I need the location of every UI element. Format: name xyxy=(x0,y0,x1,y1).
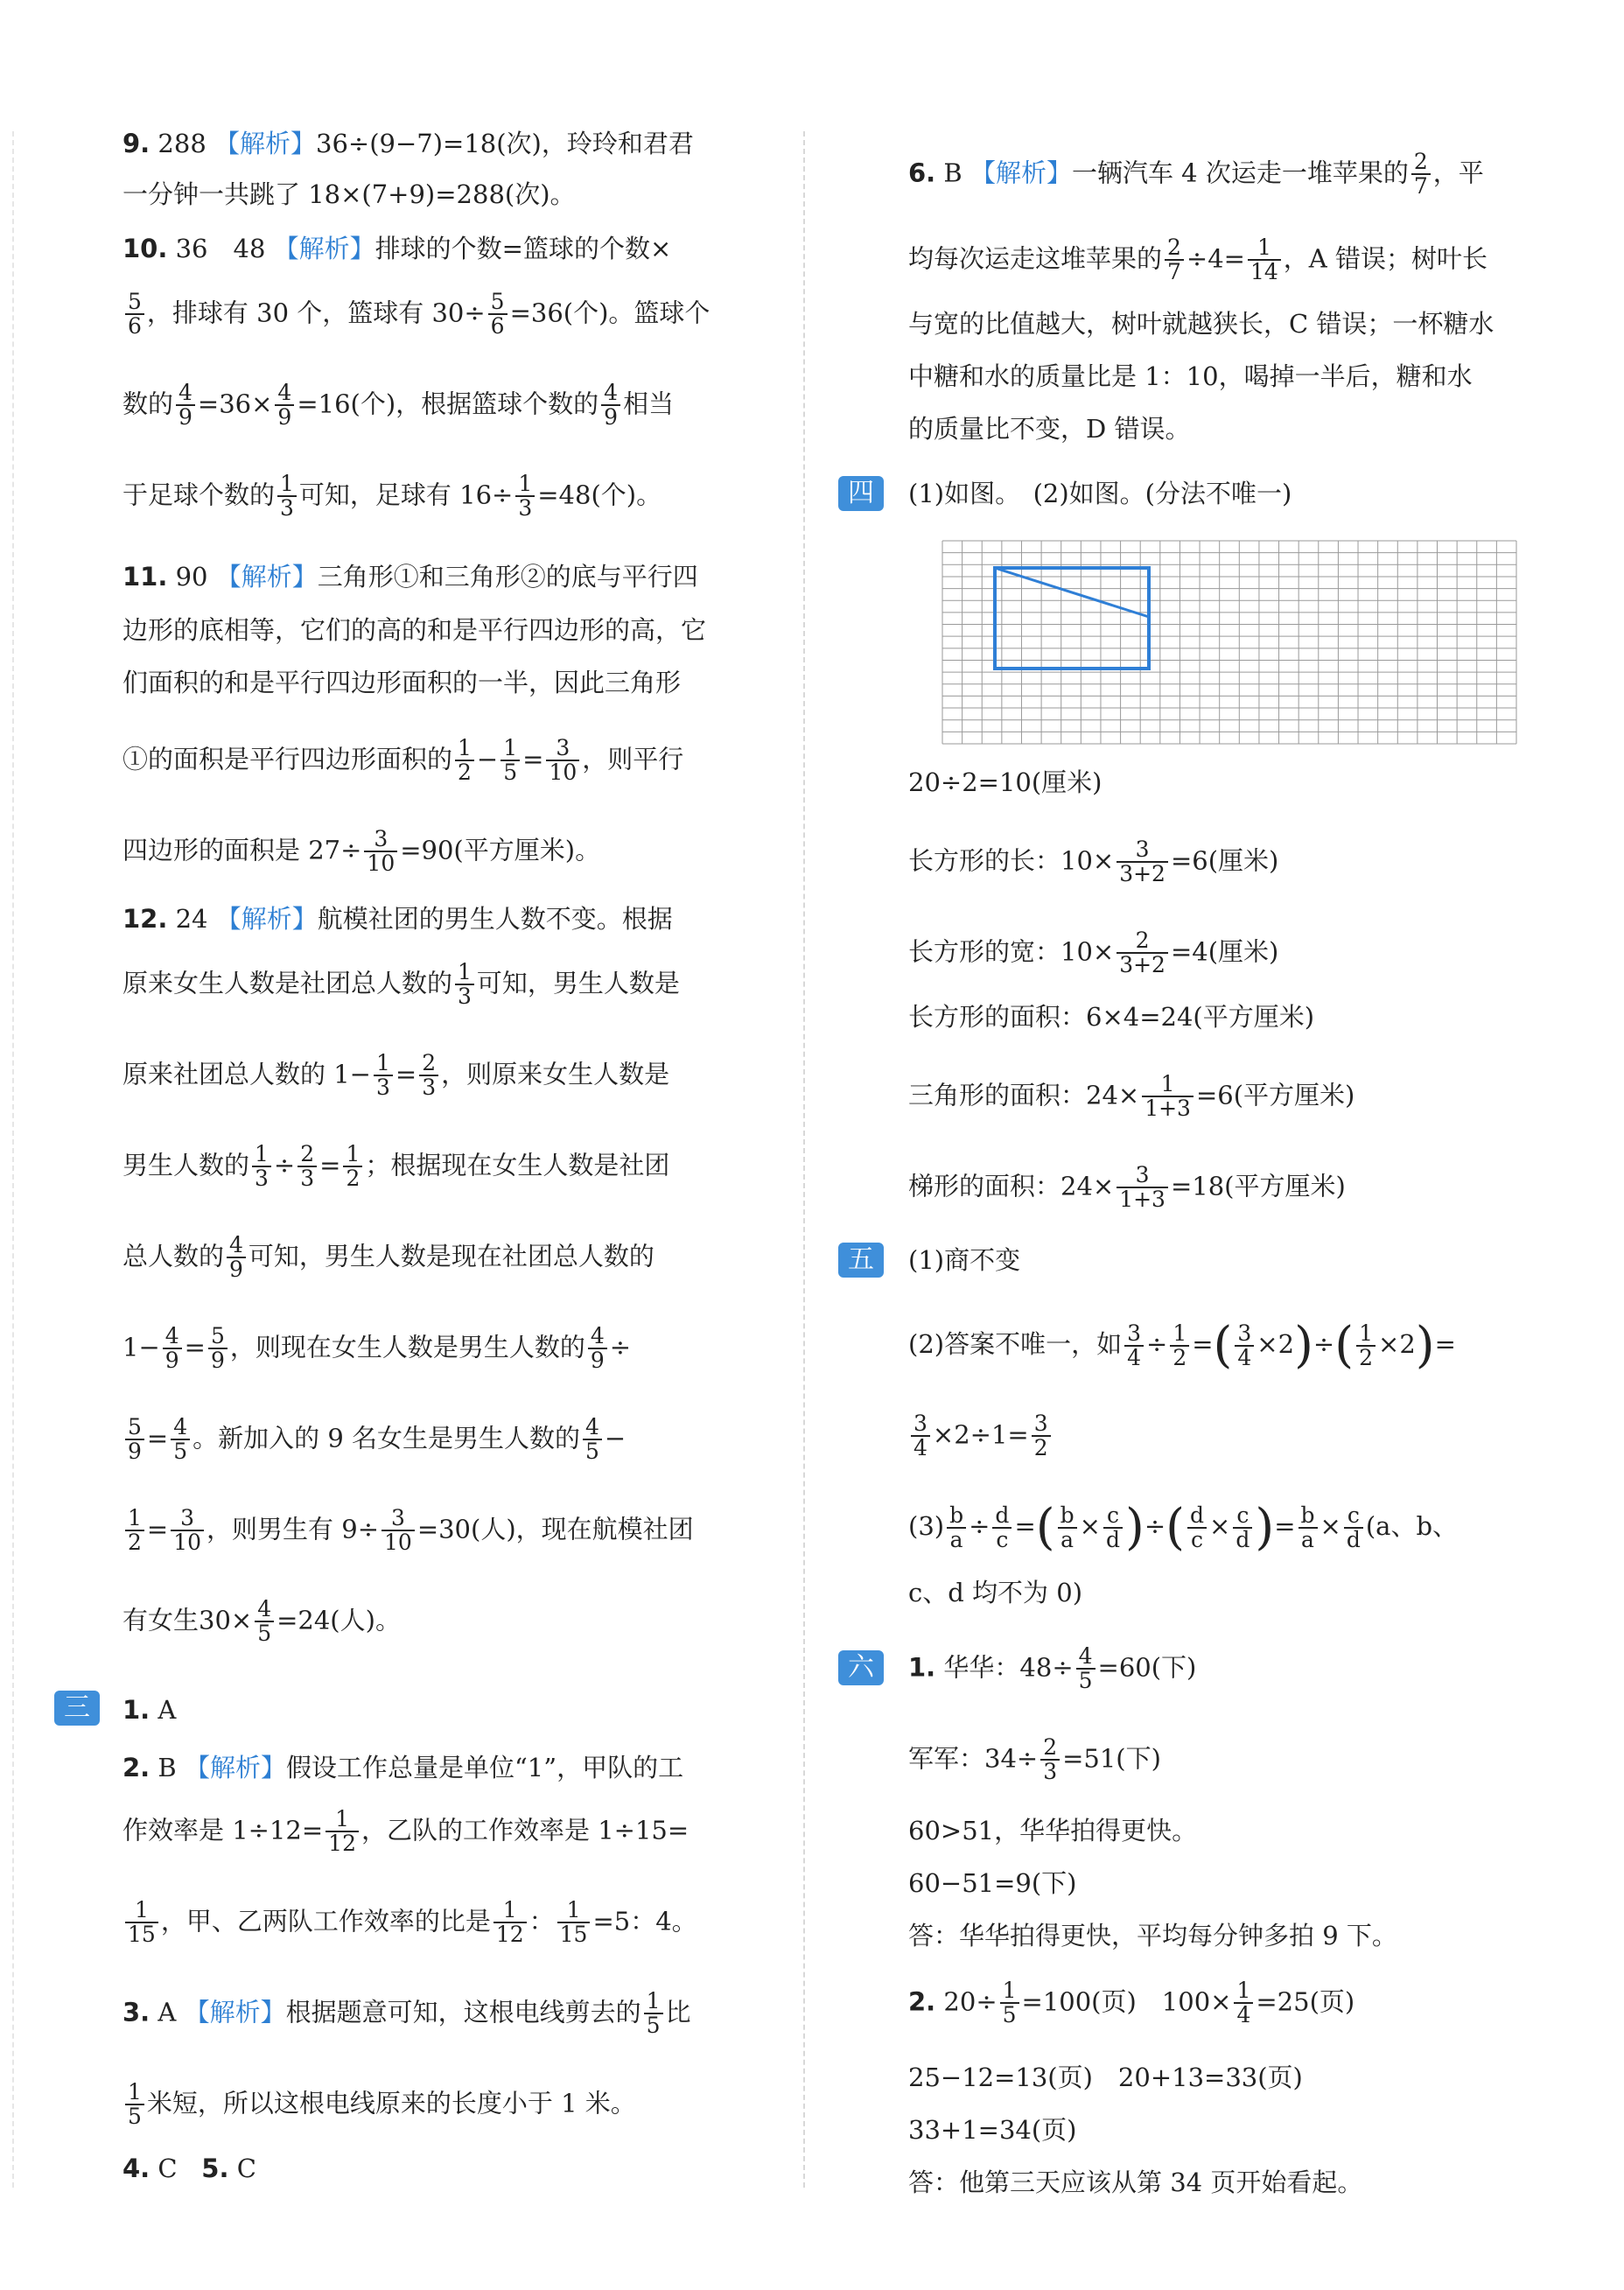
q10-line-2: $\frac{5}{6}$ ，排球有 30 个，篮球有 30÷ $\frac{5}{6}$ =36(个)。篮球个 xyxy=(122,291,710,339)
q9-line-2: 一分钟一共跳了 18×(7+9)=288(次)。 xyxy=(122,179,576,209)
s3-q2-line-2: 作效率是 1÷12= $\frac{1}{12}$ ，乙队的工作效率是 1÷15= xyxy=(122,1806,690,1857)
q11-answer: 90 xyxy=(175,562,208,592)
fraction: $\frac{4}{5}$ xyxy=(255,1598,274,1646)
q10-line-1 xyxy=(122,236,671,262)
section-badge-5: 五 xyxy=(838,1243,884,1278)
fraction: $\frac{1}{3}$ xyxy=(515,473,535,521)
s5-line-5: c、d 均不为 0) xyxy=(908,1578,1083,1607)
fraction: $\frac{3}{10}$ xyxy=(546,737,579,785)
fraction: $\frac{1}{3}$ xyxy=(374,1052,393,1100)
fraction: $\frac{2}{3}$ xyxy=(1040,1736,1060,1784)
fraction: $\frac{2}{7}$ xyxy=(1165,236,1184,284)
q11-analysis-tag: 【解析】 xyxy=(215,562,318,592)
fraction: $\frac{b}{a}$ xyxy=(1298,1504,1318,1552)
rectangle-shape xyxy=(995,568,1149,669)
fraction: $\frac{d}{c}$ xyxy=(1187,1504,1207,1552)
fraction: $\frac{3}{4}$ xyxy=(1124,1322,1144,1370)
q6-line-5: 的质量比不变，D 错误。 xyxy=(908,414,1191,444)
section-badge-4: 四 xyxy=(838,476,884,511)
fraction: $\frac{1}{2}$ xyxy=(1170,1322,1189,1370)
q12-line-2: 原来女生人数是社团总人数的 $\frac{1}{3}$ 可知，男生人数是 xyxy=(122,959,680,1010)
s3-q3-line-2: $\frac{1}{5}$ 米短，所以这根电线原来的长度小于 1 米。 xyxy=(122,2081,636,2129)
q12-line-6: 1− $\frac{4}{9}$ = $\frac{5}{9}$ ，则现在女生人数是男生人数的 $\frac{4}{9}$ ÷ xyxy=(122,1323,632,1374)
q11-line-1 xyxy=(122,564,698,590)
fraction: $\frac{1}{2}$ xyxy=(1356,1322,1376,1370)
section-badge-6: 六 xyxy=(838,1650,884,1685)
fraction: $\frac{4}{5}$ xyxy=(1076,1645,1096,1693)
q9-analysis-tag: 【解析】 xyxy=(214,129,317,158)
q12-line-1 xyxy=(122,904,673,934)
q9-text: 36÷(9−7)=18(次)，玲玲和君君 xyxy=(316,129,694,158)
fraction: $\frac{2}{7}$ xyxy=(1411,151,1431,199)
fraction: $\frac{1}{15}$ xyxy=(557,1899,591,1947)
s3-q3-analysis-tag: 【解析】 xyxy=(184,1997,286,2027)
q9-number: 9. xyxy=(122,129,150,158)
q10-answer: 36 48 xyxy=(175,234,266,263)
fraction: $\frac{4}{9}$ xyxy=(601,382,620,430)
q10-number: 10. xyxy=(122,234,168,263)
q12-line-8: $\frac{1}{2}$ = $\frac{3}{10}$ ，则男生有 9÷ $\frac{3}{10}$ =30(人)，现在航模社团 xyxy=(122,1507,694,1555)
fraction: $\frac{2}{3}$ xyxy=(298,1143,317,1191)
q9-answer: 288 xyxy=(158,129,206,158)
s4-calc-3: 长方形的宽：10× $\frac{2}{3+2}$ =4(厘米) xyxy=(908,928,1279,978)
q12-line-5: 总人数的 $\frac{4}{9}$ 可知，男生人数是现在社团总人数的 xyxy=(122,1232,654,1283)
s6-line-6: 2. 20÷ $\frac{1}{5}$ =100(页) 100× $\frac{1}{4}$ =25(页) xyxy=(908,1978,1355,2028)
q12-line-7: $\frac{5}{9}$ = $\frac{4}{5}$ 。新加入的 9 名女生是男生人数的 $\frac{4}{5}$ − xyxy=(122,1416,626,1464)
s6-line-1: 1. 华华：48÷ $\frac{4}{5}$ =60(下) xyxy=(908,1643,1197,1694)
fraction: $\frac{1}{5}$ xyxy=(1000,1979,1019,2027)
s6-line-9: 答：他第三天应该从第 34 页开始看起。 xyxy=(908,2167,1363,2197)
fraction: $\frac{2}{3}$ xyxy=(419,1052,438,1100)
fraction: $\frac{2}{3+2}$ xyxy=(1116,929,1168,977)
fraction: $\frac{1}{5}$ xyxy=(125,2081,144,2129)
s5-line-2: (2)答案不唯一，如 $\frac{3}{4}$ ÷ $\frac{1}{2}$ =( $\frac{3}{4}$ ×2)÷( $\frac{1}{2}$ ×2)= xyxy=(908,1317,1456,1374)
grid-lines xyxy=(942,541,1516,744)
s6-line-3: 60>51，华华拍得更快。 xyxy=(908,1816,1198,1845)
s6-line-4: 60−51=9(下) xyxy=(908,1868,1077,1898)
fraction: $\frac{4}{5}$ xyxy=(171,1416,190,1464)
q12-line-4: 男生人数的 $\frac{1}{3}$ ÷ $\frac{2}{3}$ = $\frac{1}{2}$ ；根据现在女生人数是社团 xyxy=(122,1141,670,1192)
s5-line-1: (1)商不变 xyxy=(908,1245,1021,1275)
dividing-line xyxy=(995,568,1149,617)
fraction: $\frac{4}{9}$ xyxy=(176,382,195,430)
grid-diagram xyxy=(942,540,1517,745)
fraction: $\frac{1}{2}$ xyxy=(125,1507,144,1555)
q10-line-4: 于足球个数的 $\frac{1}{3}$ 可知，足球有 16÷ $\frac{1}{3}$ =48(个)。 xyxy=(122,471,662,522)
fraction: $\frac{c}{d}$ xyxy=(1103,1504,1123,1552)
fraction: $\frac{1}{12}$ xyxy=(326,1808,359,1856)
fraction: $\frac{4}{5}$ xyxy=(583,1416,602,1464)
fraction: $\frac{1}{5}$ xyxy=(500,737,520,785)
q6-analysis-tag: 【解析】 xyxy=(970,158,1072,188)
s3-q4-q5: 4. C 5. C xyxy=(122,2153,256,2183)
fraction: $\frac{5}{6}$ xyxy=(488,291,508,339)
q10-line-3: 数的 $\frac{4}{9}$ =36× $\frac{4}{9}$ =16(个)，根据篮球个数的 $\frac{4}{9}$ 相当 xyxy=(122,380,675,431)
s3-q2-line-1: 2. B 【解析】假设工作总量是单位“1”，甲队的工 xyxy=(122,1753,684,1782)
q11-line-5: 四边形的面积是 27÷ $\frac{3}{10}$ =90(平方厘米)。 xyxy=(122,826,601,877)
s4-calc-2: 长方形的长：10× $\frac{3}{3+2}$ =6(厘米) xyxy=(908,837,1279,887)
fraction: $\frac{3}{4}$ xyxy=(911,1412,930,1460)
q12-analysis-tag: 【解析】 xyxy=(215,904,318,934)
fraction: $\frac{5}{9}$ xyxy=(208,1325,228,1373)
s3-q2-line-3: $\frac{1}{15}$ ，甲、乙两队工作效率的比是 $\frac{1}{12}$ ： $\frac{1}{15}$ =5：4。 xyxy=(122,1899,697,1947)
s5-line-4: (3) $\frac{b}{a}$ ÷ $\frac{d}{c}$ =( $\frac{b}{a}$ × $\frac{c}{d}$ )÷( $\frac{d}{c}$ × $\frac{c}{d}$ )= $\frac{b}{a}$ × $\frac{c}{d}$ (a、b、 xyxy=(908,1499,1459,1556)
fraction: $\frac{3}{10}$ xyxy=(171,1507,204,1555)
s6-line-2: 军军：34÷ $\frac{2}{3}$ =51(下) xyxy=(908,1734,1161,1785)
column-divider xyxy=(803,131,805,2188)
s4-calc-6: 梯形的面积：24× $\frac{3}{1+3}$ =18(平方厘米) xyxy=(908,1162,1346,1213)
fraction: $\frac{1}{2}$ xyxy=(455,737,474,785)
fraction: $\frac{1}{1+3}$ xyxy=(1142,1073,1194,1121)
q6-line-2: 均每次运走这堆苹果的 $\frac{2}{7}$ ÷4= $\frac{1}{14}$ ，A 错误；树叶长 xyxy=(908,235,1488,285)
q12-line-9: 有女生30× $\frac{4}{5}$ =24(人)。 xyxy=(122,1596,401,1647)
q11-line-3: 们面积的和是平行四边形面积的一半，因此三角形 xyxy=(122,668,682,697)
fraction: $\frac{4}{9}$ xyxy=(275,382,294,430)
fraction: $\frac{5}{6}$ xyxy=(125,291,144,339)
q9-line-1 xyxy=(122,131,694,157)
s3-q3-line-1: 3. A 【解析】根据题意可知，这根电线剪去的 $\frac{1}{5}$ 比 xyxy=(122,1988,691,2039)
s6-line-5: 答：华华拍得更快，平均每分钟多拍 9 下。 xyxy=(908,1921,1397,1950)
fraction: $\frac{1}{2}$ xyxy=(343,1143,362,1191)
s4-calc-4: 长方形的面积：6×4=24(平方厘米) xyxy=(908,1002,1315,1032)
q11-line-2: 边形的底相等，它们的高的和是平行四边形的高，它 xyxy=(122,615,707,645)
s5-line-3: $\frac{3}{4}$ ×2÷1= $\frac{3}{2}$ xyxy=(908,1412,1054,1460)
q10-text: 排球的个数=篮球的个数× xyxy=(374,234,672,263)
s6-line-7: 25−12=13(页) 20+13=33(页) xyxy=(908,2062,1303,2092)
fraction: $\frac{3}{2}$ xyxy=(1032,1412,1051,1460)
q12-answer: 24 xyxy=(175,904,208,934)
fraction: $\frac{1}{4}$ xyxy=(1234,1979,1253,2027)
fraction: $\frac{c}{d}$ xyxy=(1344,1504,1363,1552)
s4-calc-5: 三角形的面积：24× $\frac{1}{1+3}$ =6(平方厘米) xyxy=(908,1071,1355,1122)
q12-number: 12. xyxy=(122,904,168,934)
q11-text: 三角形①和三角形②的底与平行四 xyxy=(317,562,698,592)
fraction: $\frac{4}{9}$ xyxy=(227,1234,246,1282)
fraction: $\frac{4}{9}$ xyxy=(163,1325,182,1373)
s4-line-1: (1)如图。 (2)如图。(分法不唯一) xyxy=(908,479,1292,508)
fraction: $\frac{b}{a}$ xyxy=(947,1504,966,1552)
s3-q2-analysis-tag: 【解析】 xyxy=(184,1753,286,1782)
fraction: $\frac{3}{1+3}$ xyxy=(1116,1164,1168,1212)
fraction: $\frac{3}{3+2}$ xyxy=(1116,838,1168,886)
q6-line-1: 6. B 【解析】一辆汽车 4 次运走一堆苹果的 $\frac{2}{7}$ ，平 xyxy=(908,149,1484,200)
left-margin-rule xyxy=(12,131,14,2188)
q11-line-4: ①的面积是平行四边形面积的 $\frac{1}{2}$ − $\frac{1}{5}$ = $\frac{3}{10}$ ，则平行 xyxy=(122,735,684,786)
fraction: $\frac{1}{3}$ xyxy=(455,961,474,1009)
q6-line-4: 中糖和水的质量比是 1：10，喝掉一半后，糖和水 xyxy=(908,361,1473,391)
fraction: $\frac{3}{10}$ xyxy=(364,828,397,876)
fraction: $\frac{d}{c}$ xyxy=(992,1504,1012,1552)
fraction: $\frac{3}{10}$ xyxy=(382,1507,415,1555)
s4-calc-1: 20÷2=10(厘米) xyxy=(908,767,1102,797)
q6-line-3: 与宽的比值越大，树叶就越狭长，C 错误；一杯糖水 xyxy=(908,309,1494,339)
q11-number: 11. xyxy=(122,562,168,592)
section-badge-3: 三 xyxy=(54,1691,100,1726)
fraction: $\frac{c}{d}$ xyxy=(1233,1504,1252,1552)
s3-q1: 1. A xyxy=(122,1695,177,1725)
fraction: $\frac{1}{14}$ xyxy=(1248,236,1281,284)
q10-analysis-tag: 【解析】 xyxy=(273,234,375,263)
q12-text: 航模社团的男生人数不变。根据 xyxy=(317,904,673,934)
fraction: $\frac{1}{5}$ xyxy=(644,1990,663,2038)
fraction: $\frac{4}{9}$ xyxy=(588,1325,607,1373)
fraction: $\frac{5}{9}$ xyxy=(125,1416,144,1464)
s6-line-8: 33+1=34(页) xyxy=(908,2115,1077,2145)
fraction: $\frac{1}{3}$ xyxy=(252,1143,271,1191)
fraction: $\frac{1}{12}$ xyxy=(494,1899,527,1947)
fraction: $\frac{1}{3}$ xyxy=(277,473,297,521)
q12-line-3: 原来社团总人数的 1− $\frac{1}{3}$ = $\frac{2}{3}$ ，则原来女生人数是 xyxy=(122,1050,670,1101)
fraction: $\frac{3}{4}$ xyxy=(1235,1322,1254,1370)
fraction: $\frac{b}{a}$ xyxy=(1058,1504,1077,1552)
fraction: $\frac{1}{15}$ xyxy=(125,1899,158,1947)
